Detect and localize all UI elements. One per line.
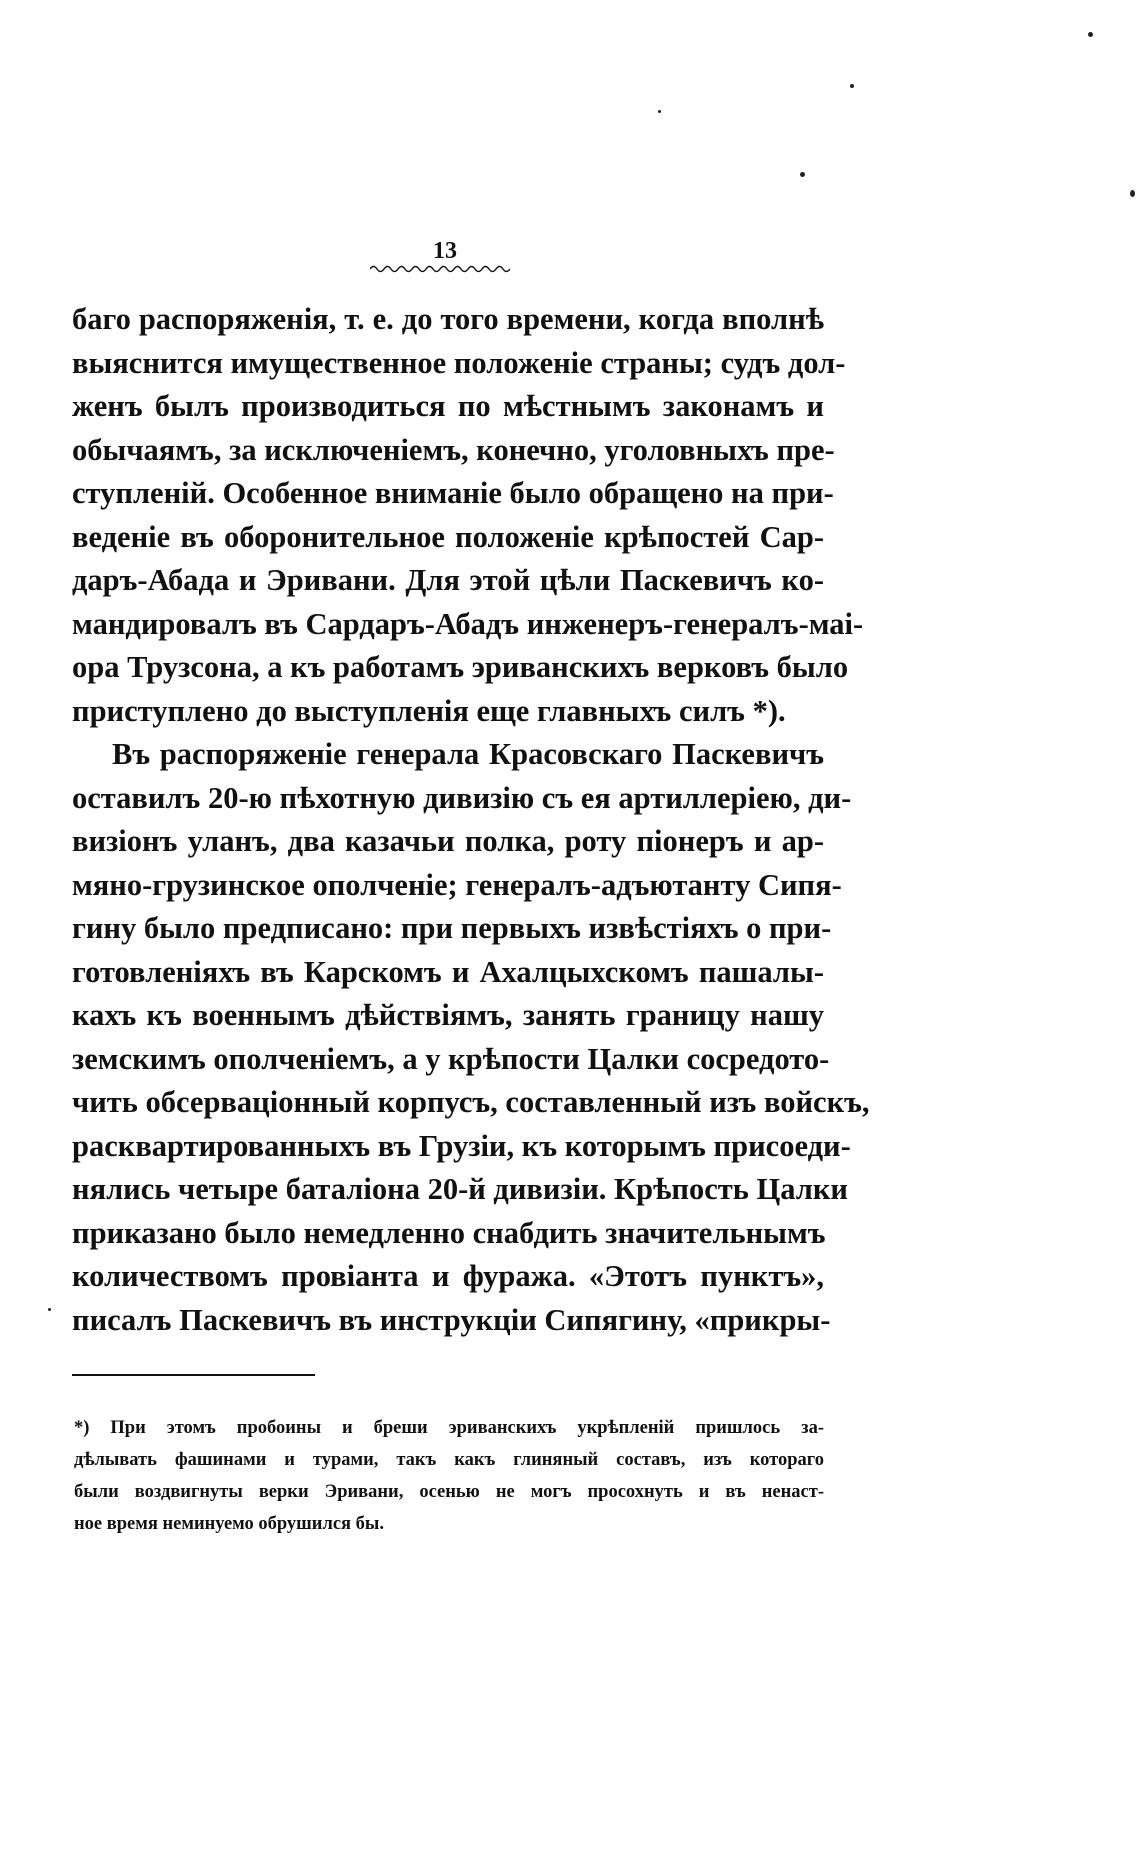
text-line: земскимъ ополченіемъ, а у крѣпости Цалки сосредото-: [72, 1041, 830, 1076]
text-line: количествомъ провіанта и фуража. «Этотъ пунктъ»,: [72, 1259, 824, 1293]
text-line: ступленій. Особенное вниманіе было обращено на при-: [72, 476, 834, 510]
footnote: [74, 1412, 824, 1540]
footnote-separator: [72, 1374, 315, 1376]
text-line: баго распоряженія, т. е. до того времени, когда вполнѣ: [72, 302, 824, 336]
text-line: мяно-грузинское ополченіе; генералъ-адъютанту Сипя-: [72, 867, 842, 902]
wavy-header-rule: [370, 264, 510, 274]
footnote-line: были воздвигнуты верки Эривани, осенью не могъ просохнуть и въ ненаст-: [74, 1482, 824, 1502]
text-line: веденіе въ оборонительное положеніе крѣпостей Сар-: [72, 519, 824, 554]
text-line: выяснится имущественное положеніе страны; судъ дол-: [72, 345, 846, 380]
text-line: ора Трузсона, а къ работамъ эриванскихъ верковъ было: [72, 650, 849, 684]
text-line: писалъ Паскевичъ въ инструкціи Сипягину, «прикры-: [72, 1302, 831, 1337]
text-line: нялись четыре баталіона 20-й дивизіи. Крѣпость Цалки: [72, 1172, 849, 1206]
paragraph-2: [72, 733, 870, 1342]
page-number: 13: [433, 238, 457, 264]
footnote-line: ное время неминуемо обрушился бы.: [74, 1514, 385, 1534]
text-line: оставилъ 20-ю пѣхотную дивизію съ ея артиллеріею, ди-: [72, 780, 852, 815]
text-line: женъ былъ производиться по мѣстнымъ законамъ и: [72, 389, 824, 423]
body-text: [72, 298, 870, 1342]
text-line: гину было предписано: при первыхъ извѣстіяхъ о при-: [72, 911, 832, 945]
text-line: мандировалъ въ Сардаръ-Абадъ инженеръ-генералъ-маі-: [72, 606, 864, 641]
text-line: приступлено до выступленія еще главныхъ силъ *).: [72, 693, 786, 728]
text-line: чить обсерваціонный корпусъ, составленный изъ войскъ,: [72, 1085, 870, 1119]
text-line: кахъ къ военнымъ дѣйствіямъ, занять границу нашу: [72, 998, 824, 1032]
text-line: даръ-Абада и Эривани. Для этой цѣли Паскевичъ ко-: [72, 563, 824, 597]
text-line: Въ распоряженіе генерала Красовскаго Паскевичъ: [112, 737, 824, 771]
text-line: расквартированныхъ въ Грузіи, къ которымъ присоеди-: [72, 1128, 851, 1163]
text-line: визіонъ уланъ, два казачьи полка, роту піонеръ и ар-: [72, 824, 824, 858]
text-line: готовленіяхъ въ Карскомъ и Ахалцыхскомъ пашалы-: [72, 954, 824, 989]
paragraph-1: [72, 298, 864, 733]
text-line: приказано было немедленно снабдить значительнымъ: [72, 1215, 826, 1250]
footnote-line: дѣлывать фашинами и турами, такъ какъ глиняный составъ, изъ котораго: [74, 1450, 824, 1470]
footnote-line: *) При этомъ пробоины и бреши эриванскихъ укрѣпленій пришлось за-: [74, 1418, 824, 1438]
text-line: обычаямъ, за исключеніемъ, конечно, уголовныхъ пре-: [72, 432, 835, 467]
